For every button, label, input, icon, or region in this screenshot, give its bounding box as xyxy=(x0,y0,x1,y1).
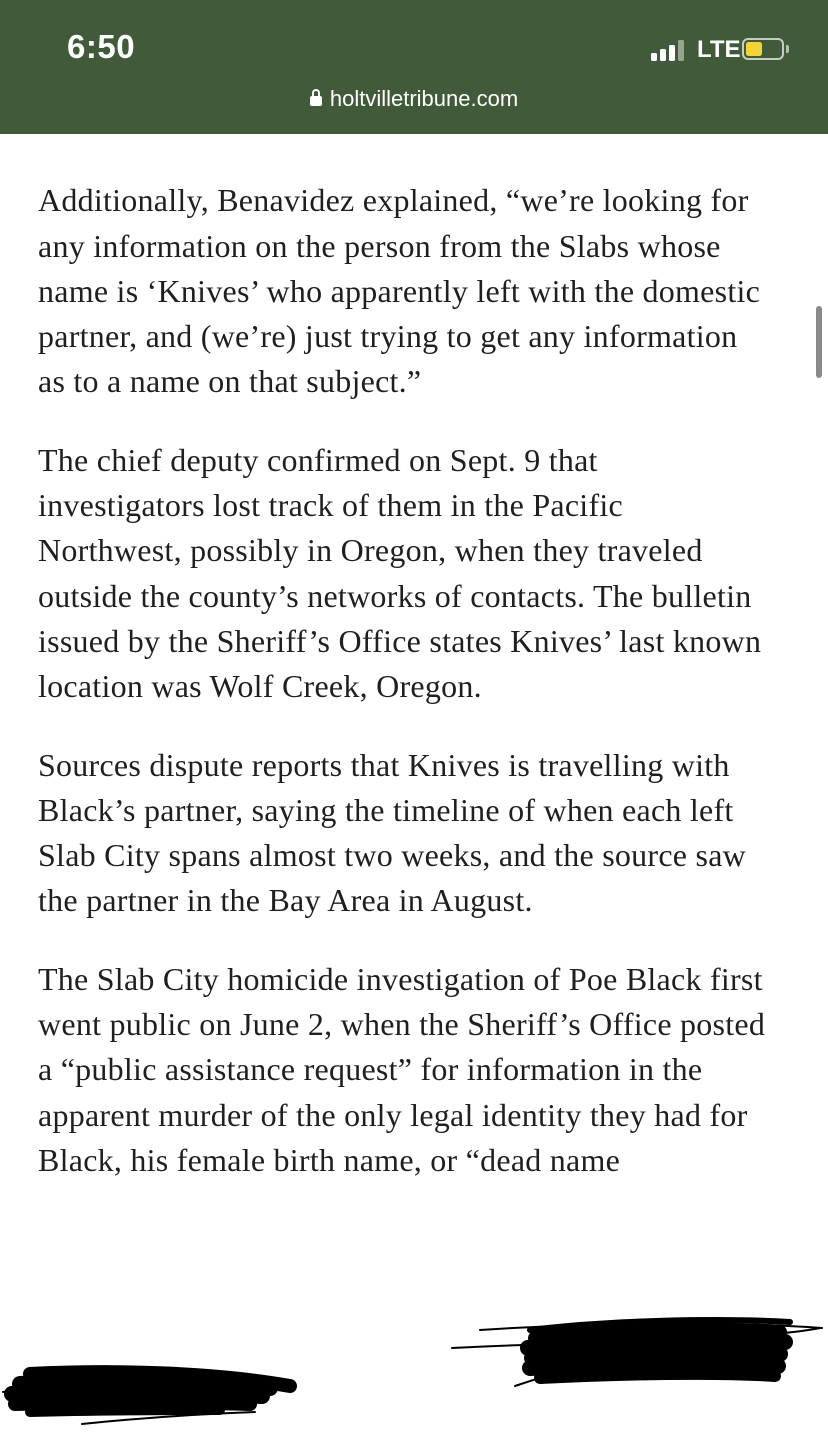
browser-header xyxy=(0,0,828,134)
network-type: LTE xyxy=(697,36,741,63)
scrollbar-thumb[interactable] xyxy=(816,306,822,378)
battery-icon xyxy=(742,38,784,60)
article-body xyxy=(38,100,768,1216)
battery-fill xyxy=(746,42,762,56)
lock-icon xyxy=(310,96,322,106)
url-text: holtvilletribune.com xyxy=(329,86,519,111)
paragraph-chief-deputy: The chief deputy confirmed on Sept. 9 that investigators lost track of them in the Pacific Northwest, possibly in Oregon, when they traveled outside the county’s networks of contacts. The bulletin issued by the Sheriff’s Office states Knives’ last known location was Wolf Creek, Oregon. xyxy=(38,441,762,705)
paragraph-sources-dispute: Sources dispute reports that Knives is travelling with Black’s partner, saying the timeline of when each left Slab City spans almost two weeks, and the source saw the partner in the Bay Area in August. xyxy=(38,746,746,919)
battery-tip xyxy=(786,45,789,53)
redaction-scribble-right xyxy=(440,1308,828,1400)
status-time: 6:50 xyxy=(67,28,136,65)
paragraph-benavidez: Additionally, Benavidez explained, “we’re looking for any information on the person from the Slabs whose name is ‘Knives’ who apparently left with the domestic partner, and (we’re) just trying to get any information as to a name on that subject.” xyxy=(38,182,761,400)
signal-strength-icon xyxy=(651,39,685,61)
url-bar[interactable] xyxy=(0,86,828,112)
paragraph-homicide-investigation: The Slab City homicide investigation of Poe Black first went public on June 2, when the Sheriff’s Office posted a “public assistance request” for information in the apparent murder of the only legal identity they had for Black, his female birth name, or “dead name xyxy=(38,960,766,1178)
redaction-scribble-left xyxy=(0,1362,300,1430)
